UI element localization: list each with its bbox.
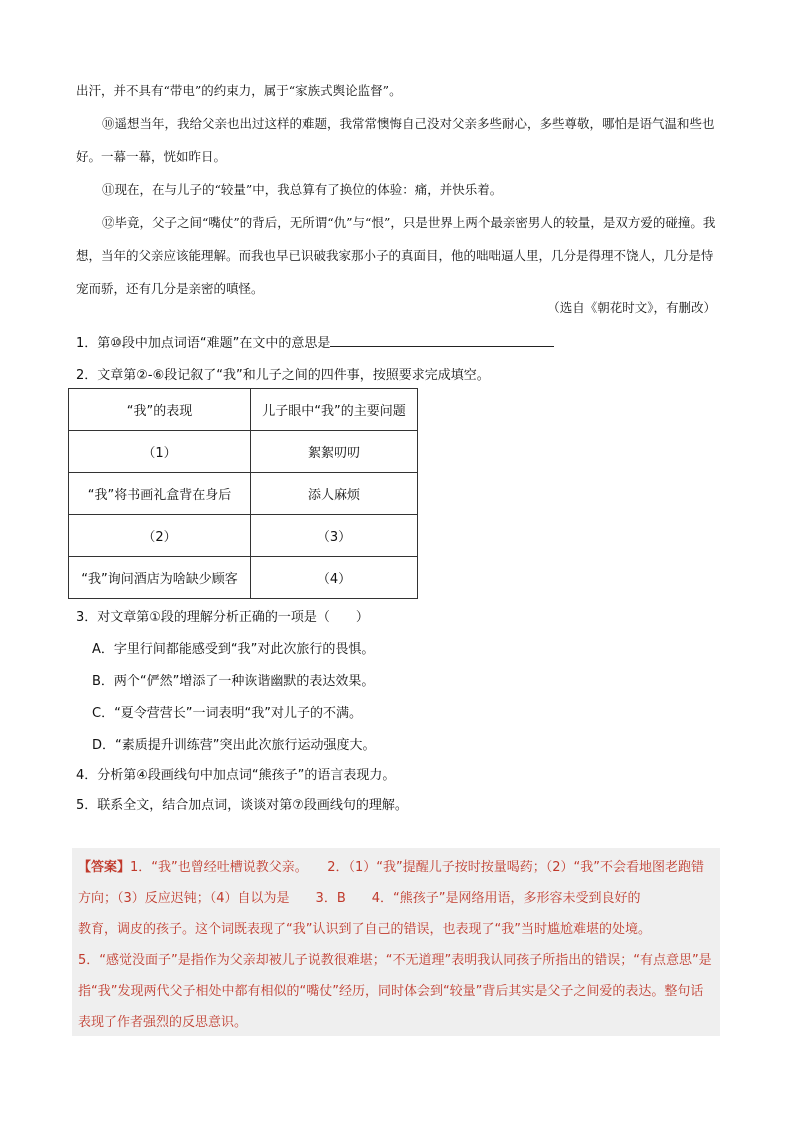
passage-paragraph-10: ⑩遥想当年，我给父亲也出过这样的难题，我常常懊悔自己没对父亲多些耐心，多些尊敬，哪怕是语气温和些也好。一幕一幕，恍如昨日。 <box>76 116 715 164</box>
passage-paragraph-11: ⑪现在，在与儿子的“较量”中，我总算有了换位的体验：痛，并快乐着。 <box>102 182 503 197</box>
table-cell: “我”将书画礼盒背在身后 <box>69 473 251 515</box>
question-3-option-b[interactable]: B．两个“俨然”增添了一种诙谐幽默的表达效果。 <box>92 674 375 689</box>
table-cell: 添人麻烦 <box>251 473 418 515</box>
question-2: 2．文章第②-⑥段记叙了“我”和儿子之间的四件事，按照要求完成填空。 <box>76 368 490 383</box>
question-3: 3．对文章第①段的理解分析正确的一项是（ ） <box>76 610 369 625</box>
question-3-option-d[interactable]: D．“素质提升训练营”突出此次旅行运动强度大。 <box>92 738 376 753</box>
table-cell: “我”询问酒店为啥缺少顾客 <box>69 557 251 599</box>
question-3-option-a[interactable]: A．字里行间都能感受到“我”对此次旅行的畏惧。 <box>92 642 375 657</box>
question-1-text: 1．第⑩段中加点词语“难题”在文中的意思是 <box>76 336 331 351</box>
question-1 <box>76 332 554 351</box>
table-cell: （2） <box>69 515 251 557</box>
table-row <box>69 431 418 473</box>
answer-line-1 <box>78 852 714 914</box>
question-4: 4．分析第④段画线句中加点词“熊孩子”的语言表现力。 <box>76 768 396 783</box>
table-cell: （4） <box>251 557 418 599</box>
table-row <box>69 557 418 599</box>
question-3-option-c[interactable]: C．“夏令营营长”一词表明“我”对儿子的不满。 <box>92 706 363 721</box>
answer-blank[interactable] <box>330 332 554 347</box>
table-cell: 絮絮叨叨 <box>251 431 418 473</box>
source-citation: （选自《朝花时文》，有删改） <box>547 300 716 315</box>
table-row <box>69 473 418 515</box>
table-header: “我”的表现 <box>69 389 251 431</box>
passage-paragraph-cont: 出汗，并不具有“带电”的约束力，属于“家族式舆论监督”。 <box>76 83 402 98</box>
passage <box>76 74 720 305</box>
table-cell: （3） <box>251 515 418 557</box>
question-5: 5．联系全文，结合加点词，谈谈对第⑦段画线句的理解。 <box>76 798 408 813</box>
answer-line-3: 5．“感觉没面子”是指作为父亲却被儿子说教很难堪；“不无道理”表明我认同孩子所指出的错误；“有点意思”是指“我”发现两代父子相处中都有相似的“嘴仗”经历，同时体会到“较量”背后其实是父子之间爱的表达。整句话表现了作者强烈的反思意识。 <box>78 953 712 1030</box>
table-row <box>69 515 418 557</box>
events-table <box>68 388 418 599</box>
answer-box <box>72 848 720 1036</box>
table-header-row <box>69 389 418 431</box>
table-cell: （1） <box>69 431 251 473</box>
answer-tag: 【答案】 <box>78 860 131 875</box>
table-header: 儿子眼中“我”的主要问题 <box>251 389 418 431</box>
passage-paragraph-12: ⑫毕竟，父子之间“嘴仗”的背后，无所谓“仇”与“恨”，只是世界上两个最亲密男人的较量，是双方爱的碰撞。我想，当年的父亲应该能理解。而我也早已识破我家那小子的真面目，他的咄咄逼人里，几分是得理不饶人，几分是恃宠而骄，还有几分是亲密的嗔怪。 <box>76 215 716 296</box>
answer-line-2: 教育，调皮的孩子。这个词既表现了“我”认识到了自己的错误，也表现了“我”当时尴尬难堪的处境。 <box>78 922 651 937</box>
answer-line-1-text: 1．“我”也曾经吐槽说教父亲。 2．（1）“我”提醒儿子按时按量喝药；（2）“我”不会看地图老跑错方向；（3）反应迟钝；（4）自以为是 3．B 4．“熊孩子”是网络用语，多形容未受到良好的 <box>78 860 705 906</box>
